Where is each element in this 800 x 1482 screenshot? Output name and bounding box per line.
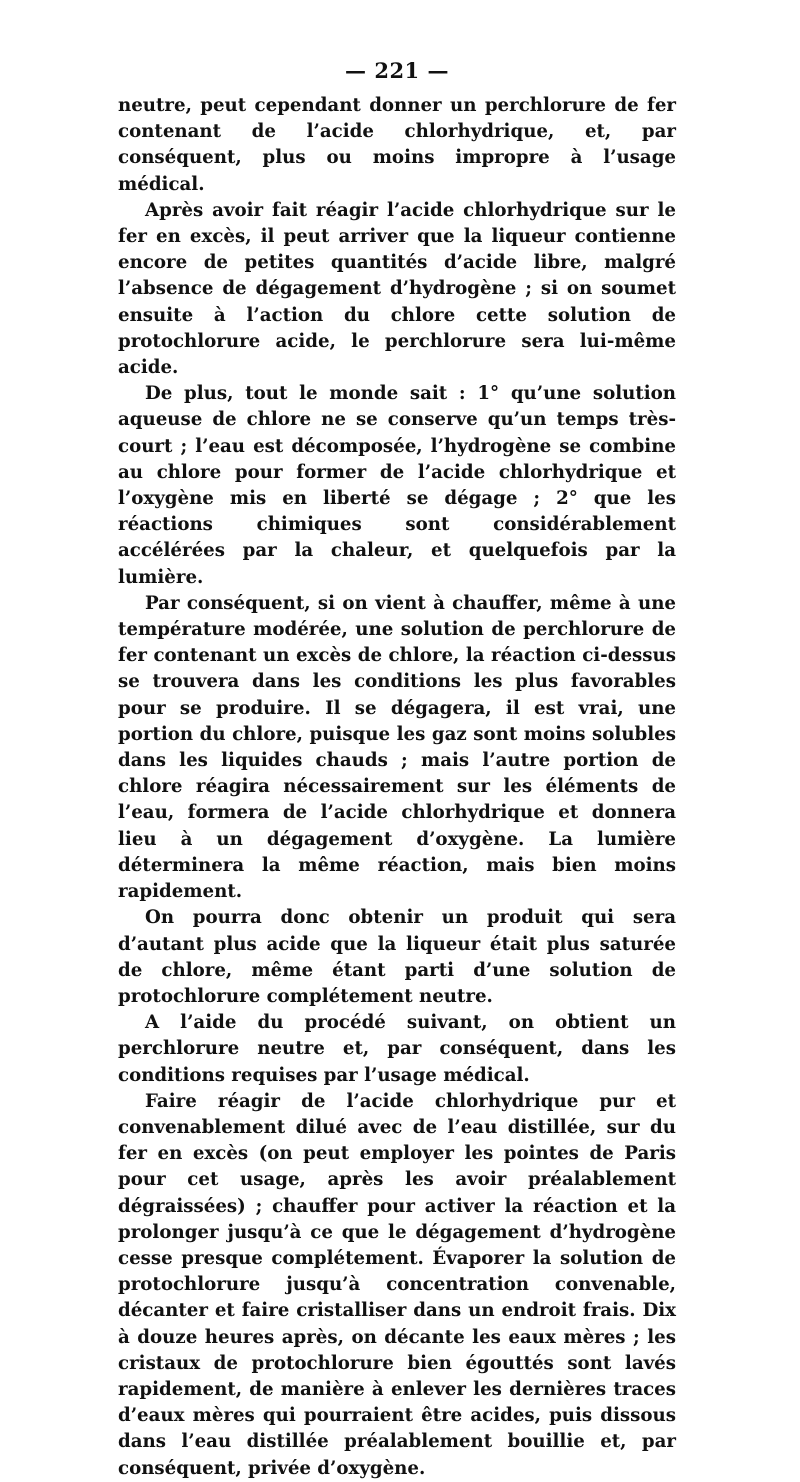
paragraph: De plus, tout le monde sait : 1° qu’une solution aqueuse de chlore ne se conserve qu’un temps très-court ; l’eau est décomposée, l’hydrogène se combine au chlore pour former de l’acide chlorhydrique et l’oxygène mis en liberté se dégage ; 2° que les réactions chimiques sont considérablement accélérées par la chaleur, et quelquefois par la lumière. [118, 383, 676, 588]
paragraph: A l’aide du procédé suivant, on obtient un perchlorure neutre et, par conséquent, dans les conditions requises par l’usage médical. [118, 1012, 676, 1086]
paragraph: Après avoir fait réagir l’acide chlorhydrique sur le fer en excès, il peut arriver que la liqueur contienne encore de petites quantités d’acide libre, malgré l’absence de dégagement d’hydrogène ; si on soumet ensuite à l’action du chlore cette solution de protochlorure acide, le perchlorure sera lui-même acide. [118, 199, 676, 379]
paragraph: Faire réagir de l’acide chlorhydrique pur et convenablement dilué avec de l’eau distillée, sur du fer en excès (on peut employer les pointes de Paris pour cet usage, après les avoir préalablement dégraissées) ; chauffer pour activer la réaction et la prolonger jusqu’à ce que le dégagement d’hydrogène cesse presque complétement. Évaporer la solution de protochlorure jusqu’à concentration convenable, décanter et faire cristalliser dans un endroit frais. Dix à douze heures après, on décante les eaux mères ; les cristaux de protochlorure bien égouttés sont lavés rapidement, de manière à enlever les dernières traces d’eaux mères qui pourraient être acides, puis dissous dans l’eau distillée préalablement bouillie et, par conséquent, privée d’oxygène. [118, 1090, 676, 1479]
page-number: — 221 — [345, 58, 449, 83]
book-page [118, 58, 676, 1482]
paragraph-continuation: neutre, peut cependant donner un perchlorure de fer contenant de l’acide chlorhydrique, et, par conséquent, plus ou moins impropre à l’usage médical. [118, 95, 676, 195]
paragraph: On pourra donc obtenir un produit qui sera d’autant plus acide que la liqueur était plus saturée de chlore, même étant parti d’une solution de protochlorure complétement neutre. [118, 907, 676, 1007]
paragraph: Par conséquent, si on vient à chauffer, même à une température modérée, une solution de perchlorure de fer contenant un excès de chlore, la réaction ci-dessus se trouvera dans les conditions les plus favorables pour se produire. Il se dégagera, il est vrai, une portion du chlore, puisque les gaz sont moins solubles dans les liquides chauds ; mais l’autre portion de chlore réagira nécessairement sur les éléments de l’eau, formera de l’acide chlorhydrique et donnera lieu à un dégagement d’oxygène. La lumière déterminera la même réaction, mais bien moins rapidement. [118, 592, 676, 903]
